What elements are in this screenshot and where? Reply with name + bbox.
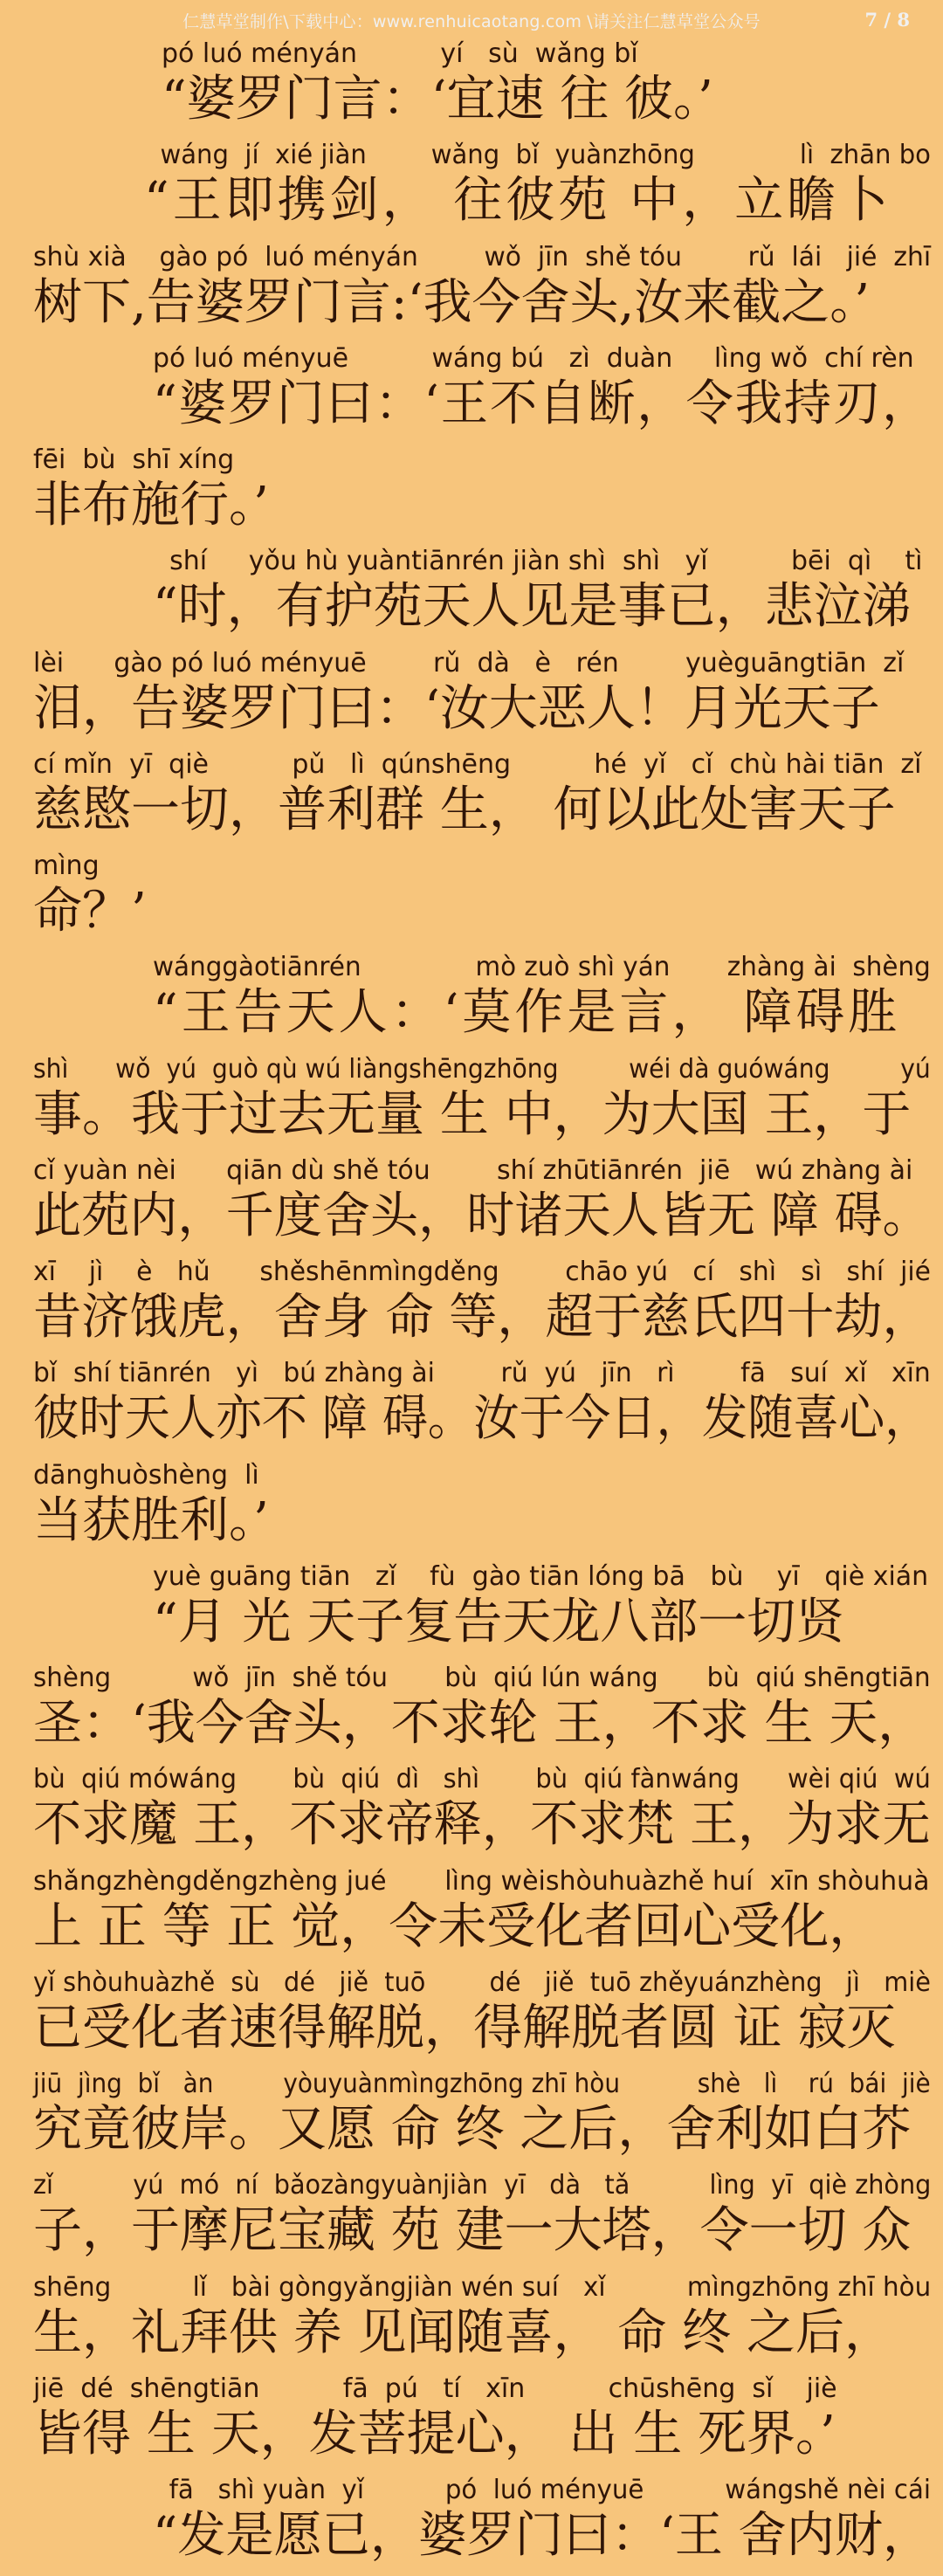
- text-line: [0, 1358, 943, 1459]
- hanzi-text: “月 光 天子复告天龙八部一切贤: [153, 1593, 845, 1650]
- hanzi-text: “婆罗门曰：‘王不自断，令我持刃，: [153, 375, 932, 432]
- pinyin-annotation: wánggàotiānrén mò zuò shì yán zhàng ài shèng: [153, 952, 931, 983]
- pinyin-annotation: jiū jìng bǐ àn yòuyuànmìngzhōng zhī hòu shè lì rú bái jiè: [33, 2069, 931, 2099]
- hanzi-text: 不求魔 王，不求帝释，不求梵 王，为求无: [33, 1796, 931, 1854]
- hanzi-text: 非布施行。’: [33, 477, 269, 534]
- hanzi-text: 上 正 等 正 觉，令未受化者回心受化，: [33, 1898, 878, 1955]
- page-header: [0, 0, 943, 42]
- pinyin-annotation: pó luó ményuē wáng bú zì duàn lìng wǒ chí rèn: [153, 342, 914, 374]
- pinyin-annotation: lèi gào pó luó ményuē rǔ dà è rén yuèguāngtiān zǐ: [33, 647, 905, 678]
- text-line: [0, 444, 943, 546]
- text-line: [0, 749, 943, 851]
- text-line: [0, 2475, 943, 2576]
- text-line: [0, 1257, 943, 1358]
- text-line: [0, 140, 943, 241]
- text-line: [0, 1866, 943, 1967]
- text-line: [0, 2170, 943, 2271]
- hanzi-text: 泪，告婆罗门曰：‘汝大恶人！月光天子: [33, 679, 880, 737]
- text-line: [0, 38, 943, 140]
- pinyin-annotation: pó luó ményán yí sù wǎng bǐ: [162, 38, 638, 69]
- pinyin-annotation: jiē dé shēngtiān fā pú tí xīn chūshēng sǐ jiè: [33, 2373, 837, 2404]
- hanzi-text: 彼时天人亦不 障 碍。汝于今日，发随喜心，: [33, 1390, 931, 1448]
- text-line: [0, 2373, 943, 2475]
- text-line: [0, 2272, 943, 2373]
- text-line: [0, 1460, 943, 1561]
- pinyin-annotation: fā shì yuàn yǐ pó luó ményuē wángshě nèi cái: [153, 2475, 932, 2505]
- text-line: [0, 851, 943, 952]
- text-line: [0, 2069, 943, 2170]
- hanzi-text: 子，于摩尼宝藏 苑 建一大塔，令一切 众: [33, 2202, 912, 2260]
- hanzi-text: 此苑内，千度舍头，时诸天人皆无 障 碍。: [33, 1187, 931, 1244]
- text-line: [0, 1663, 943, 1764]
- text-line: [0, 1561, 943, 1663]
- hanzi-text: 慈愍一切，普利群 生， 何以此处害天子: [33, 781, 896, 838]
- text-line: [0, 546, 943, 647]
- hanzi-text: “王告天人：‘莫作是言， 障碍胜: [153, 984, 901, 1042]
- pinyin-annotation: shì wǒ yú guò qù wú liàngshēngzhōng wéi dà guówáng yú: [33, 1053, 931, 1085]
- page-number: 7 / 8: [864, 9, 910, 31]
- hanzi-text: 皆得 生 天，发菩提心， 出 生 死界。’: [33, 2405, 836, 2462]
- hanzi-text: 生，礼拜供 养 见闻随喜， 命 终 之后，: [33, 2304, 894, 2361]
- pinyin-annotation: shù xià gào pó luó ményán wǒ jīn shě tóu rǔ lái jié zhī: [33, 241, 932, 272]
- text-line: [0, 1764, 943, 1865]
- pinyin-annotation: xī jì è hǔ shěshēnmìngděng chāo yú cí shì sì shí jié: [33, 1257, 931, 1287]
- text-line: [0, 648, 943, 749]
- hanzi-text: 圣：‘我今舍头，不求轮 王，不求 生 天，: [33, 1695, 927, 1752]
- header-title: 仁慧草堂制作\下载中心：www.renhuicaotang.com \请关注仁慧草堂公众号: [182, 12, 761, 31]
- text-line: [0, 242, 943, 343]
- pinyin-annotation: yuè guāng tiān zǐ fù gào tiān lóng bā bù yī qiè xián: [153, 1560, 929, 1592]
- hanzi-text: 昔济饿虎，舍身 命 等，超于慈氏四十劫，: [33, 1289, 931, 1346]
- pinyin-annotation: shí yǒu hù yuàntiānrén jiàn shì shì yǐ bēi qì tì: [153, 546, 923, 577]
- pinyin-annotation: bǐ shí tiānrén yì bú zhàng ài rǔ yú jīn rì fā suí xǐ xīn: [33, 1358, 931, 1389]
- pinyin-annotation: shèng wǒ jīn shě tóu bù qiú lún wáng bù qiú shēngtiān: [33, 1663, 931, 1693]
- pinyin-annotation: cí mǐn yī qiè pǔ lì qúnshēng hé yǐ cǐ chù hài tiān zǐ: [33, 748, 922, 780]
- hanzi-text: “发是愿已，婆罗门曰：‘王 舍内财，: [153, 2507, 932, 2564]
- pinyin-annotation: wáng jí xié jiàn wǎng bǐ yuànzhōng lì zhān bo: [144, 140, 931, 171]
- pinyin-annotation: fēi bù shī xíng: [33, 444, 235, 475]
- text-line: [0, 1967, 943, 2069]
- pinyin-annotation: zǐ yú mó ní bǎozàngyuànjiàn yī dà tǎ lìng yī qiè zhòng: [33, 2170, 932, 2201]
- hanzi-text: 事。我于过去无量 生 中，为大国 王，于: [33, 1085, 912, 1143]
- pinyin-annotation: cǐ yuàn nèi qiān dù shě tóu shí zhūtiānrén jiē wú zhàng ài: [33, 1154, 913, 1186]
- hanzi-text: 命？’: [33, 883, 147, 940]
- hanzi-text: 当获胜利。’: [33, 1491, 269, 1549]
- text-line: [0, 1054, 943, 1155]
- text-line: [0, 952, 943, 1053]
- hanzi-text: “时，有护苑天人见是事已，悲泣涕: [153, 578, 912, 636]
- text-line: [0, 1155, 943, 1257]
- hanzi-text: 已受化者速得解脱，得解脱者圆 证 寂灭: [33, 1999, 896, 2056]
- text-line: [0, 343, 943, 444]
- hanzi-text: “婆罗门言：‘宜速 往 彼。’: [162, 71, 713, 127]
- pinyin-annotation: yǐ shòuhuàzhě sù dé jiě tuō dé jiě tuō zhěyuánzhèng jì miè: [33, 1966, 931, 1998]
- pinyin-annotation: dānghuòshèng lì: [33, 1459, 259, 1491]
- hanzi-text: 树下,告婆罗门言:‘我今舍头,汝来截之。’: [33, 273, 871, 331]
- pinyin-annotation: shǎngzhèngděngzhèng jué lìng wèishòuhuàzhě huí xīn shòuhuà: [33, 1865, 930, 1897]
- pinyin-annotation: mìng: [33, 851, 100, 881]
- pinyin-annotation: bù qiú mówáng bù qiú dì shì bù qiú fànwáng wèi qiú wú: [33, 1764, 931, 1795]
- sutra-text: [0, 38, 943, 2576]
- hanzi-text: “王即携剑， 往彼苑 中，立瞻卜: [144, 172, 892, 230]
- hanzi-text: 究竟彼岸。又愿 命 终 之后，舍利如白芥: [33, 2101, 912, 2158]
- pinyin-annotation: shēng lǐ bài gòngyǎngjiàn wén suí xǐ mìngzhōng zhī hòu: [33, 2271, 932, 2303]
